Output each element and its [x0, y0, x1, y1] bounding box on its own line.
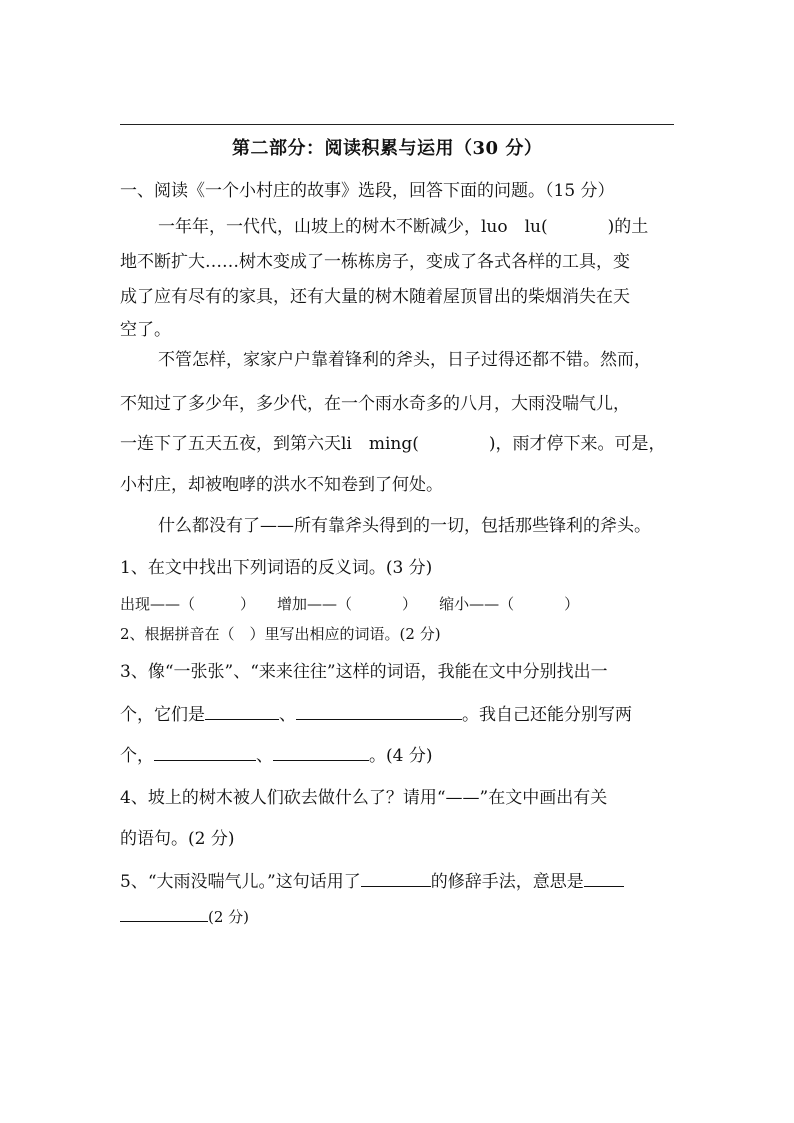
question-text: 5、“大雨没喘气儿。”这句话用了	[120, 872, 361, 892]
passage-line: 空了。	[120, 320, 171, 340]
antonym-close: ）	[402, 595, 418, 613]
passage-line: 什么都没有了——所有靠斧头得到的一切，包括那些锋利的斧头。	[158, 516, 651, 536]
passage-text: )的土	[607, 217, 649, 237]
question-text: 。我自己还能分别写两	[462, 705, 632, 725]
question-3-line	[120, 744, 432, 767]
section-heading: 一、阅读《一个小村庄的故事》选段，回答下面的问题。（15 分）	[120, 181, 615, 201]
antonym-close: ）	[564, 595, 580, 613]
page-title: 第二部分：阅读积累与运用（30 分）	[232, 138, 543, 159]
passage-line: 成了应有尽有的家具，还有大量的树木随着屋顶冒出的柴烟消失在天	[120, 287, 630, 307]
question-1: 1、在文中找出下列词语的反义词。(3 分)	[120, 558, 433, 578]
answer-blank[interactable]	[120, 905, 208, 922]
question-1-items	[120, 593, 579, 615]
question-text: (2 分)	[208, 908, 250, 926]
passage-text: 一连下了五天五夜，到第六天	[120, 434, 341, 454]
passage-line: 小村庄，却被咆哮的洪水不知卷到了何处。	[120, 475, 443, 495]
question-text: 个，	[120, 746, 154, 766]
antonym-prompt: 出现——（	[120, 595, 196, 613]
answer-blank[interactable]	[154, 744, 256, 761]
passage-text: 一年年，一代代，山坡上的树木不断减少，	[158, 217, 481, 237]
question-text: 。(4 分)	[369, 746, 433, 766]
passage-text: )，雨才停下来。可是，	[488, 434, 666, 454]
question-text: 个，它们是	[120, 705, 205, 725]
answer-blank[interactable]	[296, 703, 462, 720]
antonym-prompt: 缩小——（	[439, 595, 515, 613]
pinyin-prompt: luo lu(	[481, 217, 548, 237]
separator: 、	[256, 746, 273, 766]
answer-blank[interactable]	[584, 870, 624, 887]
antonym-close: ）	[240, 595, 256, 613]
passage-line	[158, 216, 648, 238]
question-3-line	[120, 703, 632, 726]
question-5	[120, 870, 624, 893]
question-4-line: 的语句。(2 分)	[120, 829, 235, 849]
top-rule	[120, 124, 674, 125]
passage-line: 地不断扩大……树木变成了一栋栋房子，变成了各式各样的工具，变	[120, 252, 630, 272]
separator: 、	[279, 705, 296, 725]
question-5-line	[120, 905, 249, 928]
answer-blank[interactable]	[361, 870, 431, 887]
question-2: 2、根据拼音在（ ）里写出相应的词语。(2 分)	[120, 625, 441, 643]
answer-blank[interactable]	[273, 744, 369, 761]
question-text: 的修辞手法，意思是	[430, 872, 584, 892]
question-3: 3、像“一张张”、“来来往往”这样的词语，我能在文中分别找出一	[120, 662, 608, 682]
antonym-prompt: 增加——（	[277, 595, 353, 613]
passage-line	[120, 433, 666, 455]
pinyin-prompt: li ming(	[341, 434, 419, 454]
passage-line: 不管怎样，家家户户靠着锋利的斧头，日子过得还都不错。然而，	[158, 350, 651, 370]
question-4: 4、坡上的树木被人们砍去做什么了？请用“——”在文中画出有关	[120, 788, 608, 808]
passage-line: 不知过了多少年，多少代，在一个雨水奇多的八月，大雨没喘气儿，	[120, 394, 630, 414]
answer-blank[interactable]	[205, 703, 279, 720]
